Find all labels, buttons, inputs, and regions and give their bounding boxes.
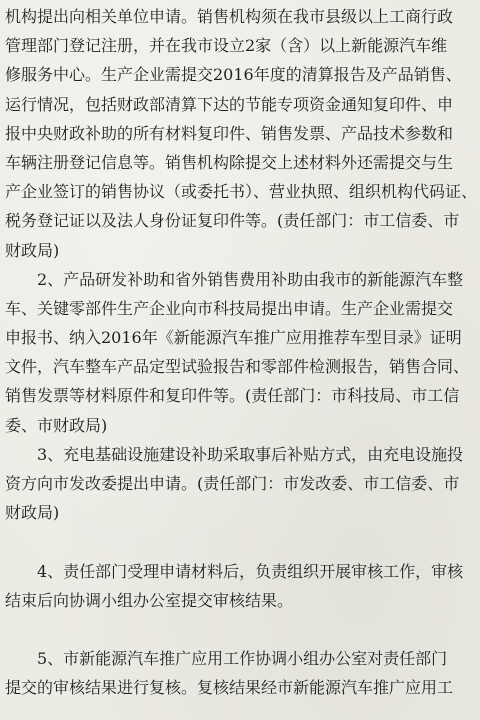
text-line: 提交的审核结果进行复核。复核结果经市新能源汽车推广应用工 — [5, 678, 454, 698]
text-line: 管理部门登记注册，并在我市设立2家（含）以上新能源汽车维 — [5, 36, 448, 56]
paragraph-start-line: 3、充电基础设施建设补助采取事后补贴方式，由充电设施投 — [37, 444, 464, 464]
text-line: 税务登记证以及法人身份证复印件等。(责任部门：市工信委、市 — [5, 211, 460, 231]
paragraph-start-line: 4、责任部门受理申请材料后，负责组织开展审核工作，审核 — [37, 561, 464, 581]
text-line: 车、关键零部件生产企业向市科技局提出申请。生产企业需提交 — [5, 298, 454, 318]
text-line: 车辆注册登记信息等。销售机构除提交上述材料外还需提交与生 — [5, 152, 454, 172]
text-line: 申报书、纳入2016年《新能源汽车推广应用推荐车型目录》证明 — [5, 328, 462, 348]
blank-line — [5, 527, 477, 556]
text-line: 委、市财政局) — [5, 415, 108, 435]
document-body — [5, 2, 477, 703]
text-line: 机构提出向相关单位申请。销售机构须在我市县级以上工商行政 — [5, 7, 454, 26]
text-line: 资方向市发改委提出申请。(责任部门：市发改委、市工信委、市 — [5, 474, 460, 493]
text-line: 结束后向协调小组办公室提交审核结果。 — [5, 590, 294, 610]
paragraph-start-line: 5、市新能源汽车推广应用工作协调小组办公室对责任部门 — [37, 649, 448, 669]
text-line: 文件，汽车整车产品定型试验报告和零部件检测报告，销售合同、 — [5, 357, 470, 377]
text-line: 修服务中心。生产企业需提交2016年度的清算报告及产品销售、 — [5, 65, 462, 85]
text-line: 运行情况，包括财政部清算下达的节能专项资金通知复印件、申 — [5, 94, 454, 114]
text-line: 财政局) — [5, 240, 60, 260]
text-line: 销售发票等材料原件和复印件等。(责任部门：市科技局、市工信 — [5, 386, 460, 406]
text-line: 报中央财政补助的所有材料复印件、销售发票、产品技术参数和 — [5, 123, 454, 143]
blank-line — [5, 615, 477, 644]
text-line: 财政局) — [5, 503, 60, 523]
text-line: 产企业签订的销售协议（或委托书）、营业执照、组织机构代码证、 — [5, 182, 477, 202]
paragraph-start-line: 2、产品研发补助和省外销售费用补助由我市的新能源汽车整 — [37, 269, 464, 289]
